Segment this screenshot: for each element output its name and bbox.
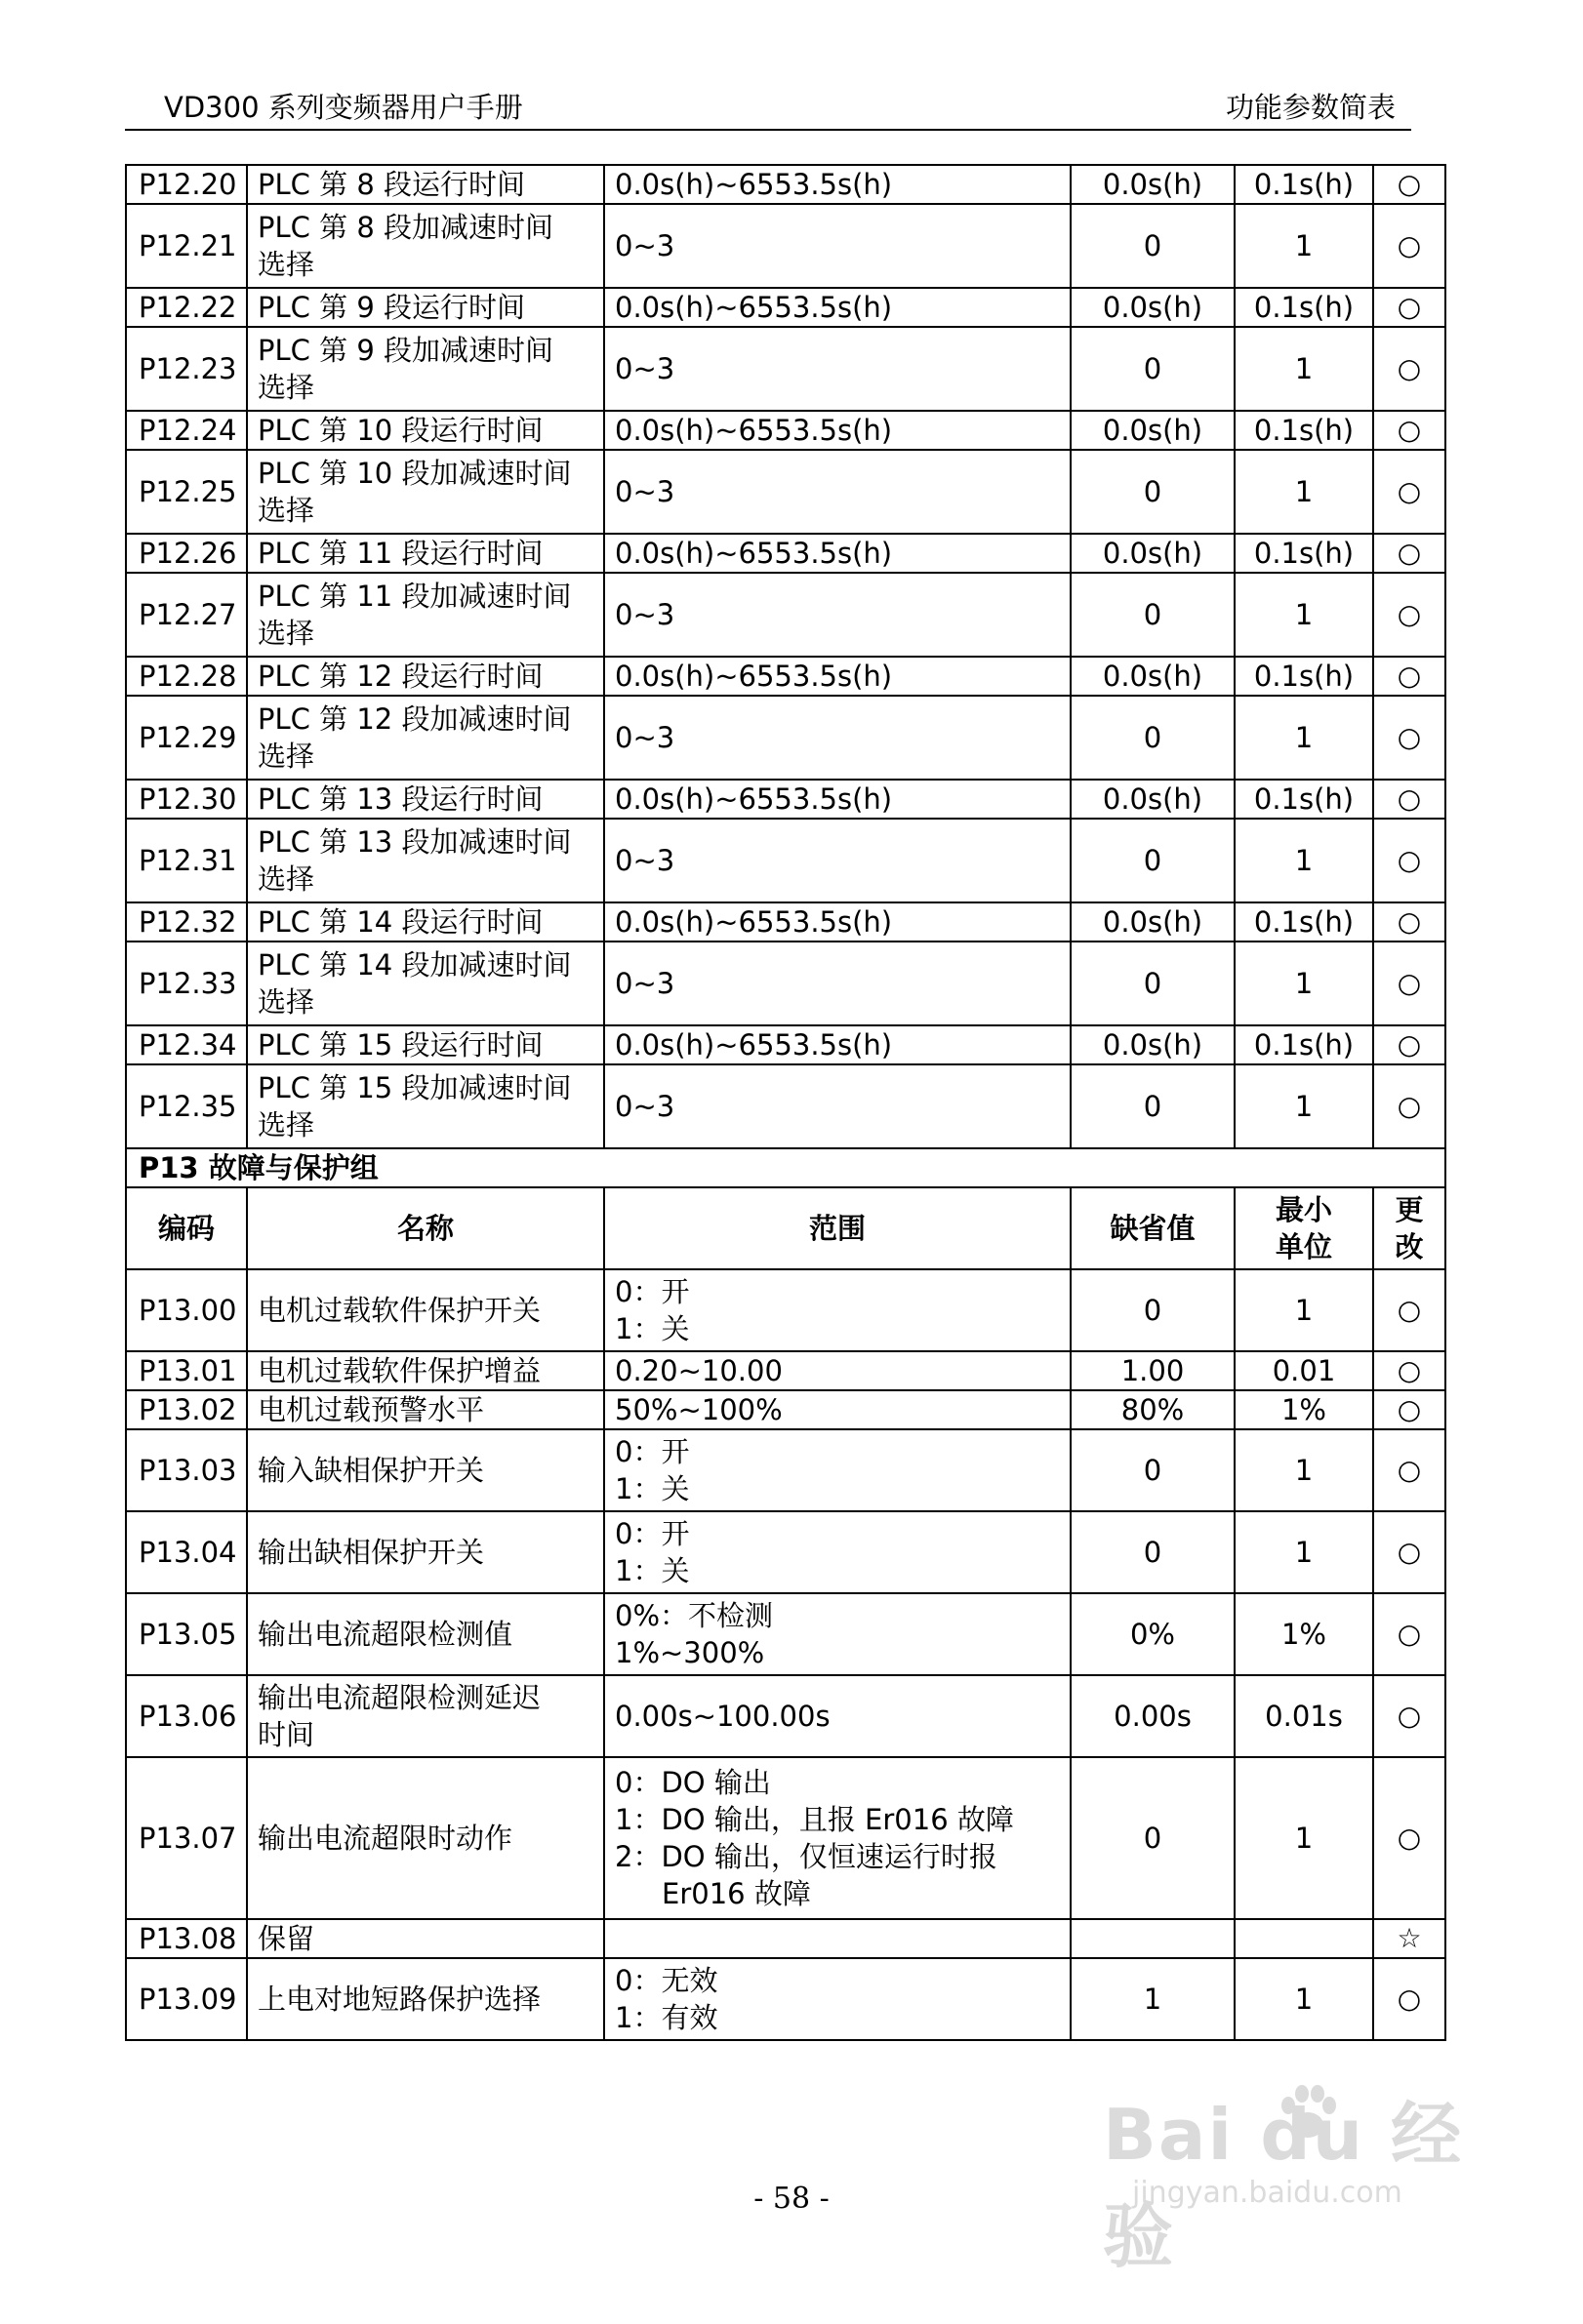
param-change: ○ [1373,1390,1445,1429]
param-change: ○ [1373,1593,1445,1675]
param-range-line: 1：有效 [615,2001,718,2034]
param-change: ○ [1373,573,1445,657]
param-unit: 0.01s [1235,1675,1373,1757]
param-code: P12.33 [126,942,247,1025]
col-header-change [1373,1187,1445,1269]
param-default: 0.00s [1071,1675,1235,1757]
param-name-line: PLC 第 13 段加减速时间 [258,825,572,859]
param-name-line: 输出缺相保护开关 [258,1536,485,1569]
section-title: 功能参数简表 [1225,91,1396,124]
table-row [126,819,1445,902]
param-range-line: 50%~100% [615,1393,783,1426]
param-code: P13.05 [126,1593,247,1675]
param-default: 80% [1071,1390,1235,1429]
param-unit: 0.1s(h) [1235,657,1373,696]
param-name [247,288,604,327]
param-name-line: 输入缺相保护开关 [258,1454,485,1487]
param-default: 0.0s(h) [1071,780,1235,819]
param-unit: 1 [1235,1757,1373,1919]
param-code: P12.31 [126,819,247,902]
param-range-line: 0.0s(h)~6553.5s(h) [615,168,893,201]
param-name [247,1269,604,1351]
param-range-line: 1：关 [615,1554,690,1587]
param-code: P12.32 [126,902,247,942]
param-name-line: 选择 [258,617,315,650]
param-unit: 0.01 [1235,1351,1373,1390]
param-range [604,1269,1071,1351]
table-row [126,1757,1445,1919]
param-name [247,1064,604,1148]
param-change: ○ [1373,902,1445,942]
col-header-change-line: 改 [1395,1230,1424,1263]
param-default: 0 [1071,819,1235,902]
table-row [126,1269,1445,1351]
param-change: ○ [1373,1511,1445,1593]
param-unit: 0.1s(h) [1235,902,1373,942]
param-default: 0.0s(h) [1071,1025,1235,1064]
param-range [604,902,1071,942]
param-name [247,696,604,780]
param-unit: 1 [1235,450,1373,534]
col-header-unit-line: 最小 [1275,1193,1332,1226]
param-name-line: PLC 第 9 段加减速时间 [258,334,553,367]
param-unit: 1 [1235,1064,1373,1148]
table-row [126,1919,1445,1958]
param-change: ○ [1373,657,1445,696]
param-name-line: PLC 第 8 段运行时间 [258,168,525,201]
param-code: P12.27 [126,573,247,657]
param-name [247,1429,604,1511]
param-range-line: 0%：不检测 [615,1599,774,1632]
param-unit: 1% [1235,1593,1373,1675]
param-name-line: PLC 第 11 段加减速时间 [258,580,572,613]
page-header [125,90,1411,131]
param-name [247,657,604,696]
param-range [604,204,1071,288]
param-code: P12.26 [126,534,247,573]
param-unit: 1 [1235,327,1373,411]
param-change: ○ [1373,1025,1445,1064]
table-row [126,1511,1445,1593]
column-header-row [126,1187,1445,1269]
param-range-line: 0：开 [615,1275,690,1308]
param-range [604,534,1071,573]
param-range [604,1919,1071,1958]
col-header-name: 名称 [247,1187,604,1269]
param-change: ○ [1373,165,1445,204]
param-code: P12.34 [126,1025,247,1064]
param-range-line: 0~3 [615,844,675,877]
param-range [604,450,1071,534]
param-name-line: 选择 [258,494,315,527]
param-name-line: PLC 第 15 段加减速时间 [258,1071,572,1104]
param-change: ○ [1373,696,1445,780]
table-row [126,1351,1445,1390]
param-range-line: 0~3 [615,598,675,631]
param-range-line: 0.0s(h)~6553.5s(h) [615,782,893,816]
param-change: ○ [1373,1675,1445,1757]
param-unit: 0.1s(h) [1235,780,1373,819]
table-row [126,534,1445,573]
param-default: 0 [1071,1757,1235,1919]
param-default: 1 [1071,1958,1235,2040]
table-row [126,1064,1445,1148]
param-change: ○ [1373,204,1445,288]
param-range [604,327,1071,411]
param-range-line: 0.0s(h)~6553.5s(h) [615,905,893,939]
param-range-line: 0~3 [615,721,675,754]
col-header-unit [1235,1187,1373,1269]
param-default: 0.0s(h) [1071,534,1235,573]
param-name-line: 电机过载预警水平 [258,1393,485,1426]
param-unit: 1 [1235,204,1373,288]
param-unit: 1 [1235,573,1373,657]
param-default: 0 [1071,1269,1235,1351]
param-code: P13.03 [126,1429,247,1511]
param-range [604,1351,1071,1390]
param-name-line: PLC 第 12 段加减速时间 [258,702,572,736]
watermark-url: jingyan.baidu.com [1132,2176,1402,2210]
param-name-line: PLC 第 9 段运行时间 [258,291,525,324]
param-default: 1.00 [1071,1351,1235,1390]
param-name-line: 输出电流超限时动作 [258,1822,513,1855]
param-name-line: 电机过载软件保护增益 [258,1354,542,1387]
param-code: P13.08 [126,1919,247,1958]
param-name [247,411,604,450]
watermark-logo: Bai du 经验 [1103,2094,1464,2277]
param-name [247,1593,604,1675]
param-range [604,696,1071,780]
param-name [247,534,604,573]
table-row [126,450,1445,534]
param-range-line: 1：关 [615,1312,690,1345]
param-name [247,1025,604,1064]
param-default: 0.0s(h) [1071,902,1235,942]
table-row [126,1025,1445,1064]
param-change: ○ [1373,1958,1445,2040]
param-range-line: 0.20~10.00 [615,1354,783,1387]
param-range [604,819,1071,902]
param-code: P12.30 [126,780,247,819]
param-range-line: 2：DO 输出，仅恒速运行时报 [615,1840,997,1873]
param-change: ○ [1373,1351,1445,1390]
param-range [604,411,1071,450]
param-change: ○ [1373,1064,1445,1148]
param-code: P13.07 [126,1757,247,1919]
param-range [604,1064,1071,1148]
param-name [247,1675,604,1757]
param-unit: 1 [1235,696,1373,780]
param-name-line: PLC 第 13 段运行时间 [258,782,544,816]
param-default [1071,1919,1235,1958]
param-name [247,942,604,1025]
section-title-p13: P13 故障与保护组 [126,1148,1445,1187]
param-code: P13.06 [126,1675,247,1757]
param-range-line: 0.0s(h)~6553.5s(h) [615,291,893,324]
param-range [604,165,1071,204]
param-default: 0 [1071,1511,1235,1593]
table-row [126,1958,1445,2040]
param-range-line: 0：开 [615,1517,690,1550]
param-unit: 1% [1235,1390,1373,1429]
table-row [126,780,1445,819]
param-default: 0 [1071,327,1235,411]
param-range-line: 0.0s(h)~6553.5s(h) [615,660,893,693]
table-row [126,1593,1445,1675]
param-default: 0% [1071,1593,1235,1675]
param-unit: 1 [1235,942,1373,1025]
param-unit: 1 [1235,1958,1373,2040]
param-range [604,1593,1071,1675]
param-range-line: 0~3 [615,475,675,508]
param-name [247,780,604,819]
table-row [126,902,1445,942]
param-range [604,657,1071,696]
param-name-line: 选择 [258,371,315,404]
param-name-line: PLC 第 15 段运行时间 [258,1028,544,1062]
param-name [247,204,604,288]
param-range-line: 0.0s(h)~6553.5s(h) [615,414,893,447]
page-number: - 58 - [753,2182,830,2216]
param-name-line: 选择 [258,1108,315,1142]
table-row [126,411,1445,450]
param-default: 0.0s(h) [1071,288,1235,327]
param-code: P13.09 [126,1958,247,2040]
parameter-table [125,164,1446,2041]
param-name [247,1919,604,1958]
param-code: P12.29 [126,696,247,780]
param-name-line: PLC 第 8 段加减速时间 [258,211,553,244]
param-range-line: 0.0s(h)~6553.5s(h) [615,537,893,570]
param-code: P13.01 [126,1351,247,1390]
param-name-line: PLC 第 10 段运行时间 [258,414,544,447]
param-name-line: 选择 [258,248,315,281]
param-default: 0 [1071,696,1235,780]
param-code: P13.02 [126,1390,247,1429]
col-header-default: 缺省值 [1071,1187,1235,1269]
param-range [604,573,1071,657]
param-range-line: 0：开 [615,1435,690,1468]
param-name-line: 保留 [258,1922,315,1955]
table-row [126,1429,1445,1511]
param-range [604,942,1071,1025]
section-header-row [126,1148,1445,1187]
param-code: P12.25 [126,450,247,534]
param-range-line: 0.0s(h)~6553.5s(h) [615,1028,893,1062]
param-range [604,780,1071,819]
table-row [126,288,1445,327]
param-name-line: PLC 第 10 段加减速时间 [258,457,572,490]
param-change: ○ [1373,819,1445,902]
param-code: P12.23 [126,327,247,411]
param-code: P12.20 [126,165,247,204]
param-default: 0 [1071,450,1235,534]
param-code: P12.22 [126,288,247,327]
param-change: ○ [1373,450,1445,534]
table-row [126,204,1445,288]
param-unit: 0.1s(h) [1235,165,1373,204]
param-name-line: 选择 [258,740,315,773]
paw-icon [1269,2078,1347,2146]
param-code: P13.04 [126,1511,247,1593]
param-range [604,1429,1071,1511]
table-row [126,1390,1445,1429]
param-name [247,1511,604,1593]
param-default: 0 [1071,204,1235,288]
param-range-line: 0~3 [615,967,675,1000]
param-range-line: 0：无效 [615,1964,718,1997]
param-unit [1235,1919,1373,1958]
col-header-unit-line: 单位 [1275,1230,1332,1263]
param-default: 0 [1071,1064,1235,1148]
param-unit: 1 [1235,1269,1373,1351]
param-unit: 1 [1235,1511,1373,1593]
param-name [247,819,604,902]
param-name-line: PLC 第 14 段运行时间 [258,905,544,939]
param-name-line: 选择 [258,985,315,1019]
param-unit: 0.1s(h) [1235,288,1373,327]
table-row [126,657,1445,696]
col-header-code: 编码 [126,1187,247,1269]
param-name-line: PLC 第 14 段加减速时间 [258,948,572,982]
param-name-line: 上电对地短路保护选择 [258,1983,542,2016]
param-default: 0 [1071,942,1235,1025]
param-code: P13.00 [126,1269,247,1351]
param-range-line: 1：关 [615,1472,690,1505]
param-range [604,1025,1071,1064]
param-range [604,1958,1071,2040]
param-range-line: 0.00s~100.00s [615,1700,831,1733]
table-row [126,1675,1445,1757]
param-change: ○ [1373,327,1445,411]
param-name [247,450,604,534]
param-code: P12.24 [126,411,247,450]
param-default: 0 [1071,573,1235,657]
param-name [247,1958,604,2040]
param-name [247,327,604,411]
param-change: ○ [1373,942,1445,1025]
param-change: ○ [1373,534,1445,573]
table-row [126,165,1445,204]
param-range-line: 1：DO 输出，且报 Er016 故障 [615,1803,1014,1836]
param-unit: 1 [1235,1429,1373,1511]
param-code: P12.35 [126,1064,247,1148]
param-name [247,1757,604,1919]
param-code: P12.21 [126,204,247,288]
param-range [604,1390,1071,1429]
param-range-line: 1%~300% [615,1636,765,1669]
param-code: P12.28 [126,657,247,696]
param-name [247,165,604,204]
baidu-watermark [1103,2078,1493,2277]
param-name-line: 选择 [258,862,315,896]
param-change: ○ [1373,288,1445,327]
manual-title: VD300 系列变频器用户手册 [164,91,523,124]
param-unit: 0.1s(h) [1235,411,1373,450]
param-default: 0.0s(h) [1071,657,1235,696]
table-row [126,573,1445,657]
param-name [247,1390,604,1429]
param-unit: 0.1s(h) [1235,534,1373,573]
param-name-line: PLC 第 11 段运行时间 [258,537,544,570]
param-default: 0.0s(h) [1071,411,1235,450]
table-row [126,942,1445,1025]
param-range-line: 0~3 [615,229,675,262]
param-change: ○ [1373,1429,1445,1511]
param-change: ○ [1373,1269,1445,1351]
param-default: 0.0s(h) [1071,165,1235,204]
param-change: ○ [1373,1757,1445,1919]
param-name-line: 时间 [258,1718,315,1751]
param-range [604,288,1071,327]
param-change: ○ [1373,411,1445,450]
param-unit: 0.1s(h) [1235,1025,1373,1064]
table-row [126,696,1445,780]
param-range-line: 0：DO 输出 [615,1766,771,1799]
col-header-range: 范围 [604,1187,1071,1269]
param-change: ☆ [1373,1919,1445,1958]
param-range-line: 0~3 [615,1090,675,1123]
col-header-change-line: 更 [1395,1193,1424,1226]
param-name [247,902,604,942]
param-name-line: 电机过载软件保护开关 [258,1294,542,1327]
param-default: 0 [1071,1429,1235,1511]
param-name-line: 输出电流超限检测延迟 [258,1681,542,1714]
param-change: ○ [1373,780,1445,819]
param-unit: 1 [1235,819,1373,902]
table-row [126,327,1445,411]
param-name [247,1351,604,1390]
param-name-line: PLC 第 12 段运行时间 [258,660,544,693]
param-range [604,1511,1071,1593]
param-range [604,1675,1071,1757]
param-name [247,573,604,657]
param-range-line: Er016 故障 [662,1877,811,1910]
param-range-line: 0~3 [615,352,675,385]
param-name-line: 输出电流超限检测值 [258,1618,513,1651]
param-range [604,1757,1071,1919]
